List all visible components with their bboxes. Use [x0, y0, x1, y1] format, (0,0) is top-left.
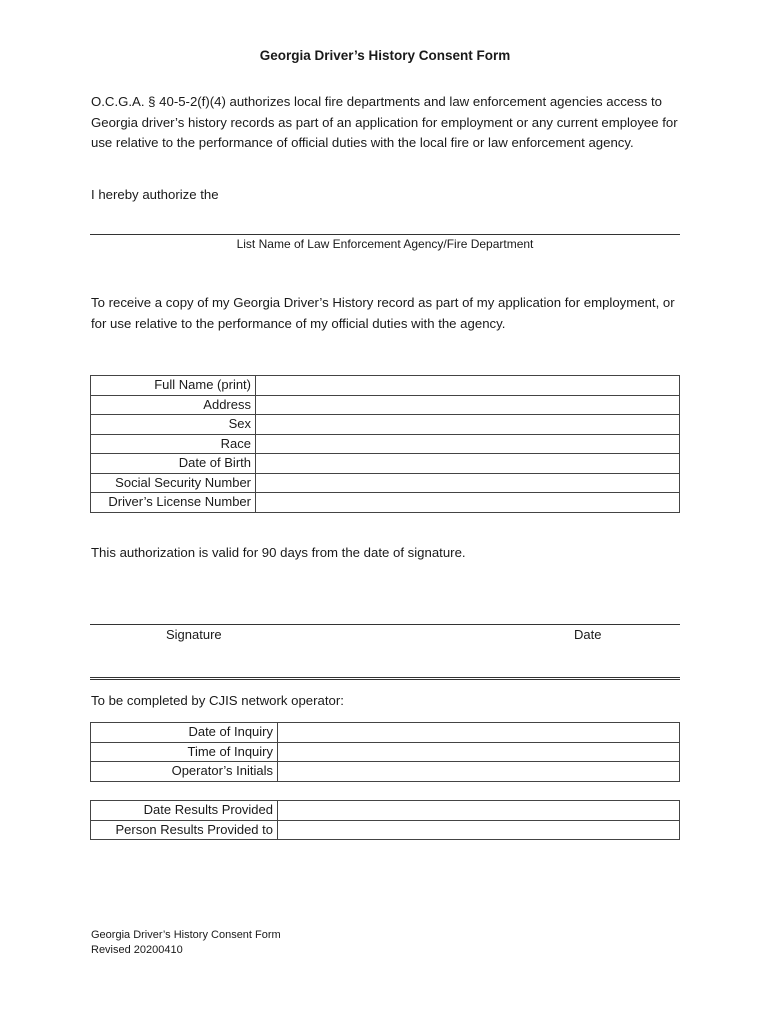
table-row	[91, 762, 680, 782]
footer	[91, 928, 281, 958]
field-label-date-of-inquiry: Date of Inquiry	[91, 723, 278, 743]
person-results-provided-to-field[interactable]	[278, 820, 680, 840]
page-title: Georgia Driver’s History Consent Form	[259, 48, 511, 63]
signature-line[interactable]	[90, 624, 680, 625]
field-label-license-number: Driver’s License Number	[91, 493, 256, 513]
table-row	[91, 801, 680, 821]
operator-initials-field[interactable]	[278, 762, 680, 782]
field-label-address: Address	[91, 395, 256, 415]
date-results-provided-field[interactable]	[278, 801, 680, 821]
purpose-paragraph: To receive a copy of my Georgia Driver’s History record as part of my application for employment, or for use relative to the performance of my official duties with the agency.	[91, 295, 675, 331]
time-of-inquiry-field[interactable]	[278, 742, 680, 762]
race-field[interactable]	[256, 434, 680, 454]
validity-text: This authorization is valid for 90 days from the date of signature.	[91, 545, 466, 560]
table-row	[91, 820, 680, 840]
table-row	[91, 434, 680, 454]
operator-table	[90, 722, 680, 782]
sex-field[interactable]	[256, 415, 680, 435]
field-label-full-name: Full Name (print)	[91, 376, 256, 396]
table-row	[91, 454, 680, 474]
table-row	[91, 493, 680, 513]
agency-name-line[interactable]	[90, 234, 680, 235]
field-label-date-results-provided: Date Results Provided	[91, 801, 278, 821]
full-name-field[interactable]	[256, 376, 680, 396]
personal-info-table	[90, 375, 680, 513]
agency-caption: List Name of Law Enforcement Agency/Fire Department	[236, 237, 534, 251]
footer-revised: Revised 20200410	[91, 944, 183, 956]
table-row	[91, 395, 680, 415]
table-row	[91, 742, 680, 762]
table-row	[91, 723, 680, 743]
operator-heading: To be completed by CJIS network operator:	[91, 693, 344, 708]
field-label-ssn: Social Security Number	[91, 473, 256, 493]
field-label-time-of-inquiry: Time of Inquiry	[91, 742, 278, 762]
date-of-inquiry-field[interactable]	[278, 723, 680, 743]
field-label-date-of-birth: Date of Birth	[91, 454, 256, 474]
table-row	[91, 415, 680, 435]
date-of-birth-field[interactable]	[256, 454, 680, 474]
intro-paragraph: O.C.G.A. § 40-5-2(f)(4) authorizes local fire departments and law enforcement agencies access to Georgia driver’s history records as part of an application for employment or any current employee for use relative to the performance of official duties with the local fire or law enforcement agency.	[91, 94, 678, 150]
section-divider	[90, 677, 680, 680]
authorize-text: I hereby authorize the	[91, 187, 219, 202]
date-label: Date	[574, 627, 602, 642]
field-label-sex: Sex	[91, 415, 256, 435]
signature-label: Signature	[166, 627, 222, 642]
address-field[interactable]	[256, 395, 680, 415]
ssn-field[interactable]	[256, 473, 680, 493]
footer-title: Georgia Driver’s History Consent Form	[91, 929, 281, 941]
table-row	[91, 376, 680, 396]
field-label-person-results-provided-to: Person Results Provided to	[91, 820, 278, 840]
table-row	[91, 473, 680, 493]
results-table	[90, 800, 680, 840]
field-label-race: Race	[91, 434, 256, 454]
field-label-operator-initials: Operator’s Initials	[91, 762, 278, 782]
license-number-field[interactable]	[256, 493, 680, 513]
